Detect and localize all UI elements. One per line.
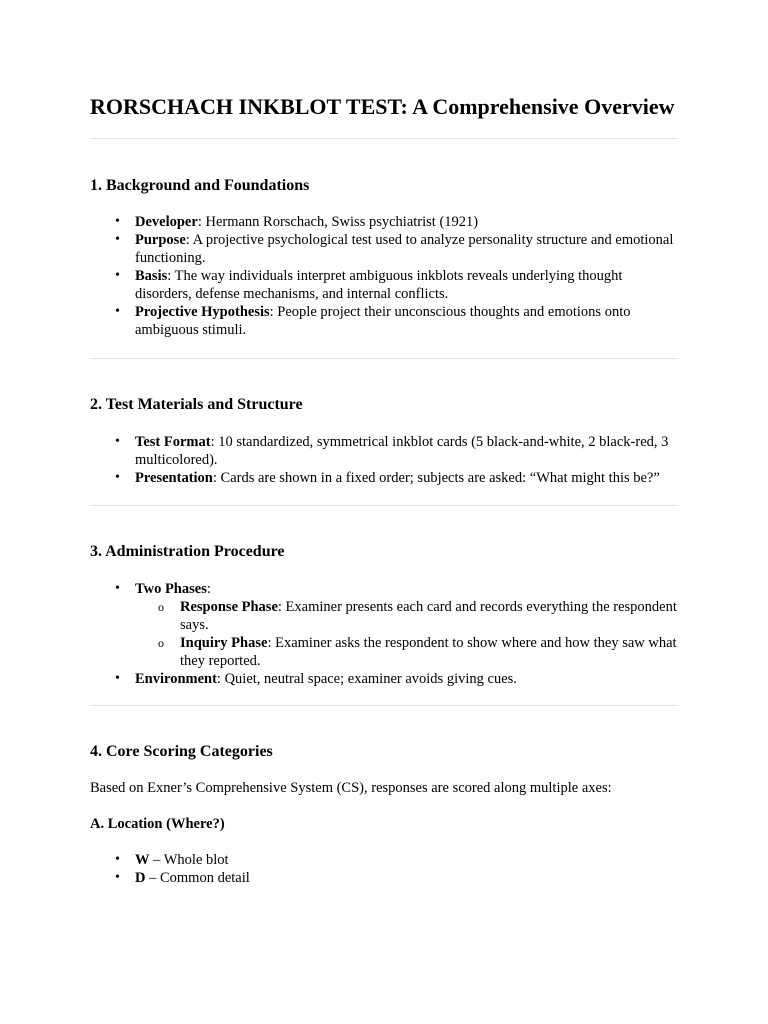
- list-item: • Presentation: Cards are shown in a fixed order; subjects are asked: “What might this be?”: [135, 469, 678, 487]
- background-list: [90, 213, 678, 339]
- phases-sublist: [135, 598, 678, 670]
- list-item: • Developer: Hermann Rorschach, Swiss psychiatrist (1921): [135, 213, 678, 231]
- administration-list: [90, 580, 678, 688]
- list-item: • Basis: The way individuals interpret ambiguous inkblots reveals underlying thought disorders, defense mechanisms, and internal conflicts.: [135, 267, 678, 303]
- list-item: • Purpose: A projective psychological test used to analyze personality structure and emotional functioning.: [135, 231, 678, 267]
- section-divider: [90, 138, 678, 139]
- materials-list: [90, 433, 678, 487]
- list-item: • W – Whole blot: [135, 851, 678, 869]
- document-page: [90, 94, 678, 887]
- document-title: RORSCHACH INKBLOT TEST: A Comprehensive Overview: [90, 94, 675, 119]
- list-item: • D – Common detail: [135, 869, 678, 887]
- list-item: • Test Format: 10 standardized, symmetrical inkblot cards (5 black-and-white, 2 black-red, 3 multicolored).: [135, 433, 678, 469]
- location-list: [90, 851, 678, 887]
- location-subheading: A. Location (Where?): [90, 816, 225, 832]
- section-divider: [90, 705, 678, 706]
- sub-list-item: o Inquiry Phase: Examiner asks the respondent to show where and how they saw what they reported.: [180, 634, 678, 670]
- section-divider: [90, 358, 678, 359]
- list-item: • Projective Hypothesis: People project their unconscious thoughts and emotions onto ambiguous stimuli.: [135, 303, 678, 339]
- section-heading-background: 1. Background and Foundations: [90, 177, 310, 194]
- section-heading-administration: 3. Administration Procedure: [90, 543, 285, 560]
- sub-list-item: o Response Phase: Examiner presents each card and records everything the respondent says.: [180, 598, 678, 634]
- section-heading-materials: 2. Test Materials and Structure: [90, 396, 303, 413]
- section-divider: [90, 505, 678, 506]
- list-item: • Environment: Quiet, neutral space; examiner avoids giving cues.: [135, 670, 678, 688]
- scoring-intro: Based on Exner’s Comprehensive System (CS), responses are scored along multiple axes:: [90, 780, 612, 796]
- section-heading-scoring: 4. Core Scoring Categories: [90, 743, 273, 760]
- list-item: • Two Phases: o Response Phase: Examiner presents each card and records everything the respondent says. o Inquiry Phase: Examiner asks the respondent to show where and how they saw what they reported.: [135, 580, 678, 670]
